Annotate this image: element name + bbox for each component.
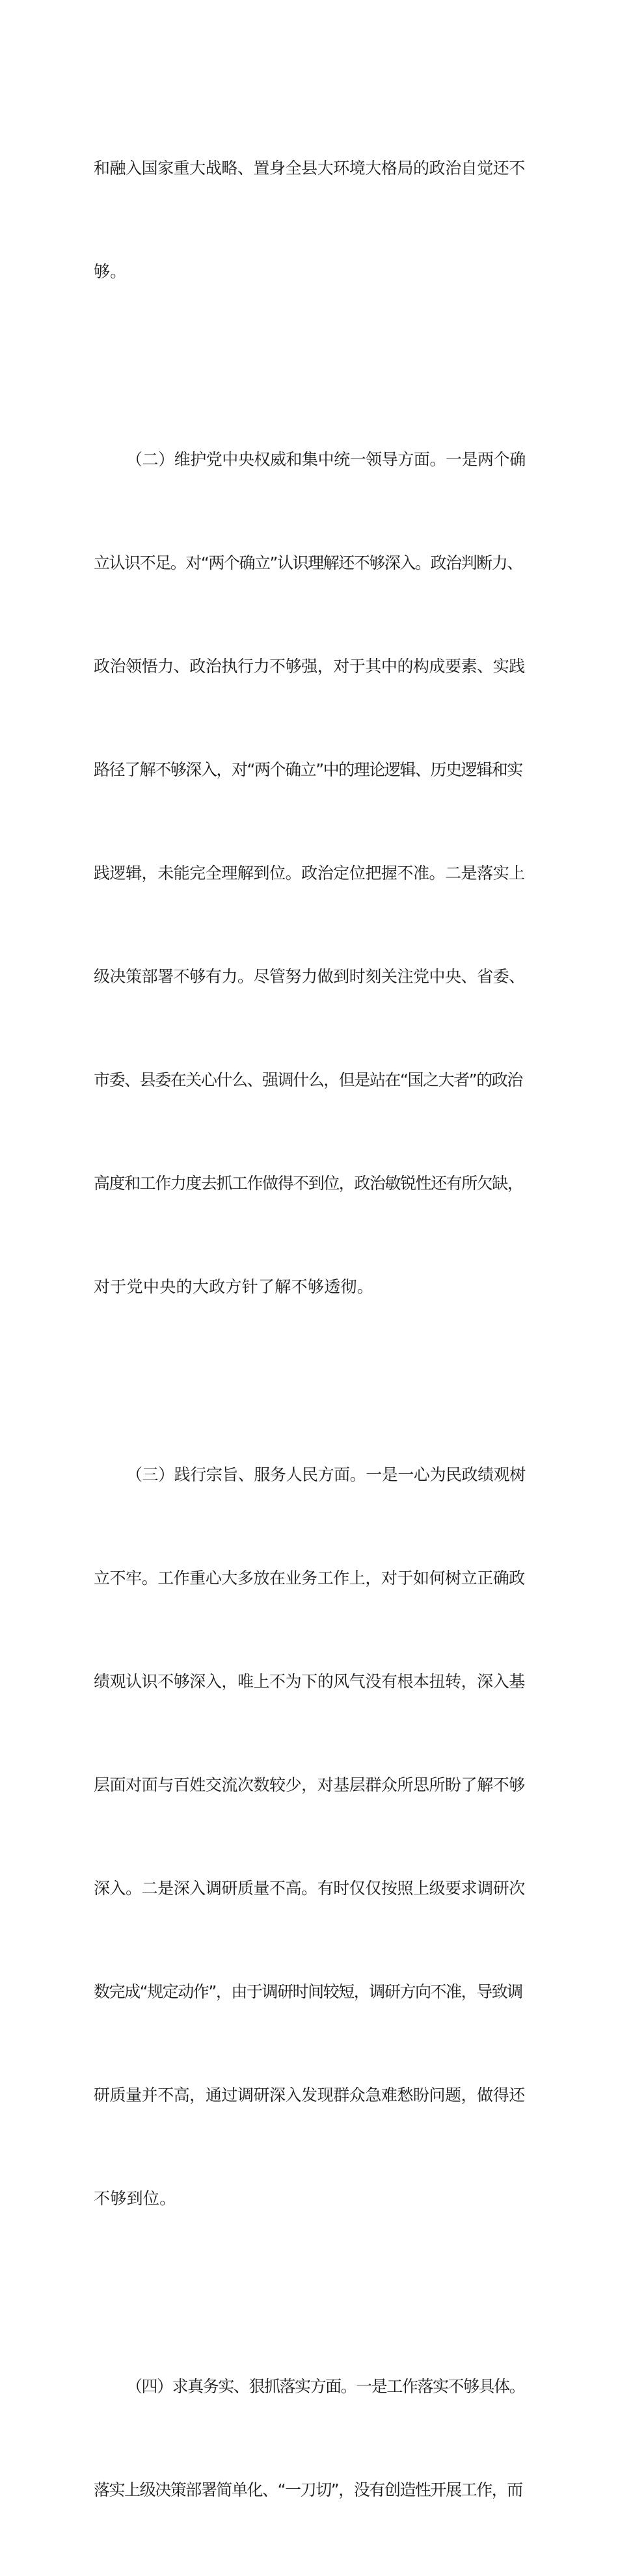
document-body — [94, 82, 526, 2576]
text-line: 践逻辑，未能完全理解到位。政治定位把握不准。二是落实上 — [94, 864, 525, 883]
text-line: 落实上级决策部署简单化、“一刀切”，没有创造性开展工作，而 — [94, 2480, 522, 2499]
text-line: 政治领悟力、政治执行力不够强，对于其中的构成要素、实践 — [94, 657, 525, 676]
text-line: 深入。二是深入调研质量不高。有时仅仅按照上级要求调研次 — [94, 1879, 525, 1898]
text-line: 对于党中央的大政方针了解不够透彻。 — [94, 1277, 374, 1296]
paragraph-continuation — [94, 82, 526, 358]
text-line: 立认识不足。对“两个确立”认识理解还不够深入。政治判断力、 — [94, 553, 522, 572]
text-line: 研质量并不高，通过调研深入发现群众急难愁盼问题，做得还 — [94, 2086, 525, 2105]
text-line: 数完成“规定动作”，由于调研时间较短，调研方向不准，导致调 — [94, 1982, 522, 2001]
text-line: 路径了解不够深入，对“两个确立”中的理论逻辑、历史逻辑和实 — [94, 760, 522, 779]
text-line: 级决策部署不够有力。尽管努力做到时刻关注党中央、省委、 — [94, 967, 525, 986]
text-line: （三）践行宗旨、服务人民方面。一是一心为民政绩观树 — [126, 1465, 526, 1484]
paragraph-section-4 — [94, 2300, 526, 2576]
text-line: （四）求真务实、狠抓落实方面。一是工作落实不够具体。 — [126, 2377, 525, 2396]
paragraph-section-3 — [94, 1388, 526, 2285]
text-line: 高度和工作力度去抓工作做得不到位，政治敏锐性还有所欠缺， — [94, 1174, 523, 1193]
text-line: 立不牢。工作重心大多放在业务工作上，对于如何树立正确政 — [94, 1569, 525, 1587]
text-line: 和融入国家重大战略、置身全县大环境大格局的政治自觉还不 — [94, 159, 525, 178]
text-line: 市委、县委在关心什么、强调什么，但是站在“国之大者”的政治 — [94, 1070, 522, 1089]
paragraph-section-2 — [94, 373, 526, 1373]
text-line: （二）维护党中央权威和集中统一领导方面。一是两个确 — [126, 450, 526, 469]
text-line: 层面对面与百姓交流次数较少，对基层群众所思所盼了解不够 — [94, 1775, 525, 1794]
text-line: 绩观认识不够深入，唯上不为下的风气没有根本扭转，深入基 — [94, 1672, 525, 1691]
text-line: 不够到位。 — [94, 2189, 176, 2208]
text-line: 够。 — [94, 262, 127, 281]
